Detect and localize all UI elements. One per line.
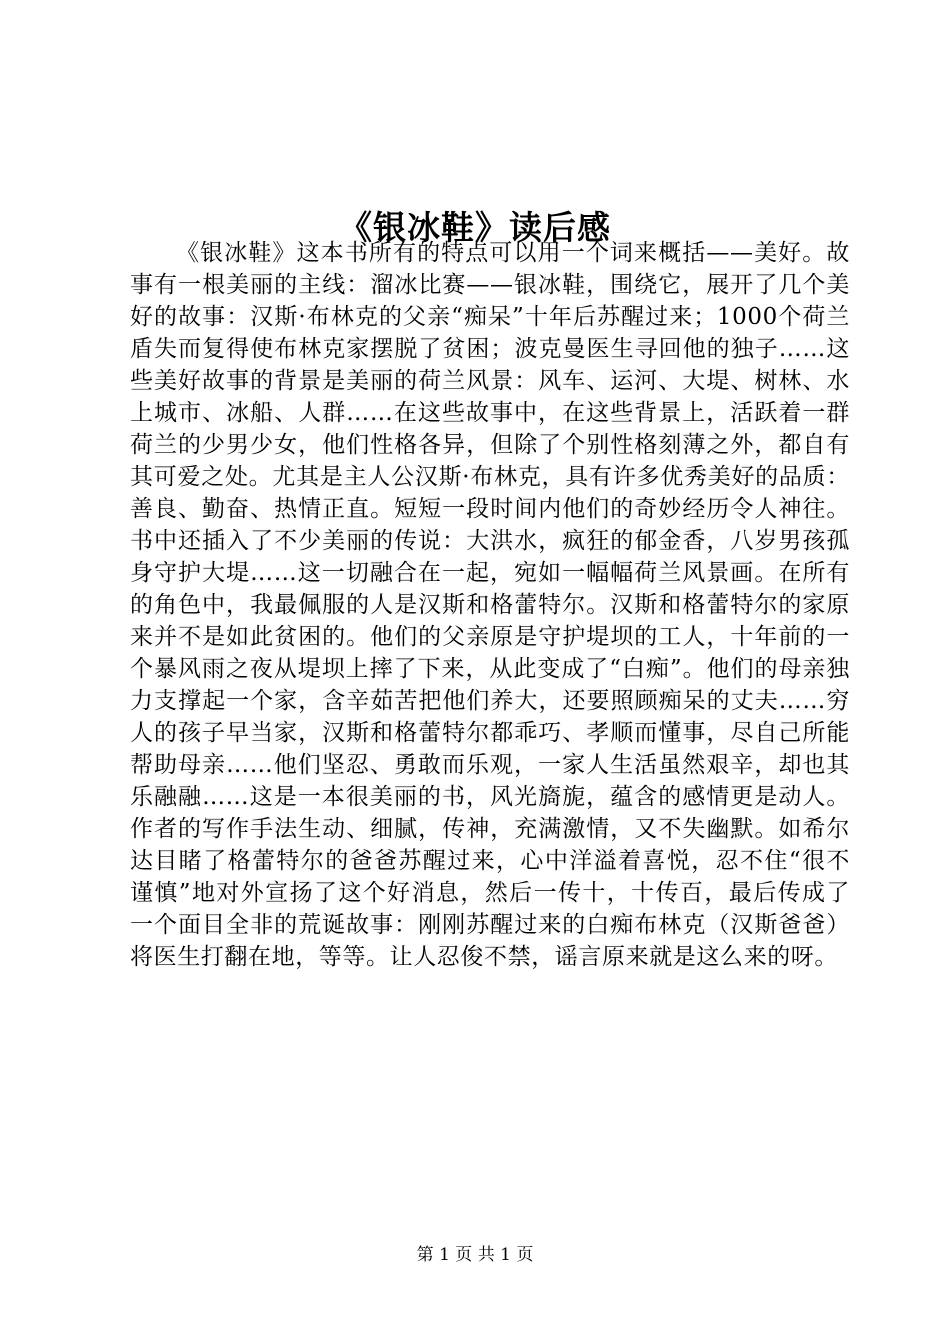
page-number-footer: 第 1 页 共 1 页 <box>416 1245 534 1265</box>
page-title: 《银冰鞋》读后感 <box>339 208 611 248</box>
body-paragraph: 《银冰鞋》这本书所有的特点可以用一个词来概括——美好。故事有一根美丽的主线：溜冰比赛——银冰鞋，围绕它，展开了几个美好的故事：汉斯·布林克的父亲“痴呆”十年后苏醒过来；1000个荷兰盾失而复得使布林克家摆脱了贫困；波克曼医生寻回他的独子……这些美好故事的背景是美丽的荷兰风景：风车、运河、大堤、树林、水上城市、冰船、人群……在这些故事中，在这些背景上，活跃着一群荷兰的少男少女，他们性格各异，但除了个别性格刻薄之外，都自有其可爱之处。尤其是主人公汉斯·布林克，具有许多优秀美好的品质：善良、勤奋、热情正直。短短一段时间内他们的奇妙经历令人神往。书中还插入了不少美丽的传说：大洪水，疯狂的郁金香，八岁男孩孤身守护大堤……这一切融合在一起，宛如一幅幅荷兰风景画。在所有的角色中，我最佩服的人是汉斯和格蕾特尔。汉斯和格蕾特尔的家原来并不是如此贫困的。他们的父亲原是守护堤坝的工人，十年前的一个暴风雨之夜从堤坝上摔了下来，从此变成了“白痴”。他们的母亲独力支撑起一个家，含辛茹苦把他们养大，还要照顾痴呆的丈夫……穷人的孩子早当家，汉斯和格蕾特尔都乖巧、孝顺而懂事，尽自己所能帮助母亲……他们坚忍、勇敢而乐观，一家人生活虽然艰辛，却也其乐融融……这是一本很美丽的书，风光旖旎，蕴含的感情更是动人。作者的写作手法生动、细腻，传神，充满激情，又不失幽默。如希尔达目睹了格蕾特尔的爸爸苏醒过来，心中洋溢着喜悦，忍不住“很不谨慎”地对外宣扬了这个好消息，然后一传十，十传百，最后传成了一个面目全非的荒诞故事：刚刚苏醒过来的白痴布林克（汉斯爸爸）将医生打翻在地，等等。让人忍俊不禁，谣言原来就是这么来的呀。 <box>130 240 850 970</box>
